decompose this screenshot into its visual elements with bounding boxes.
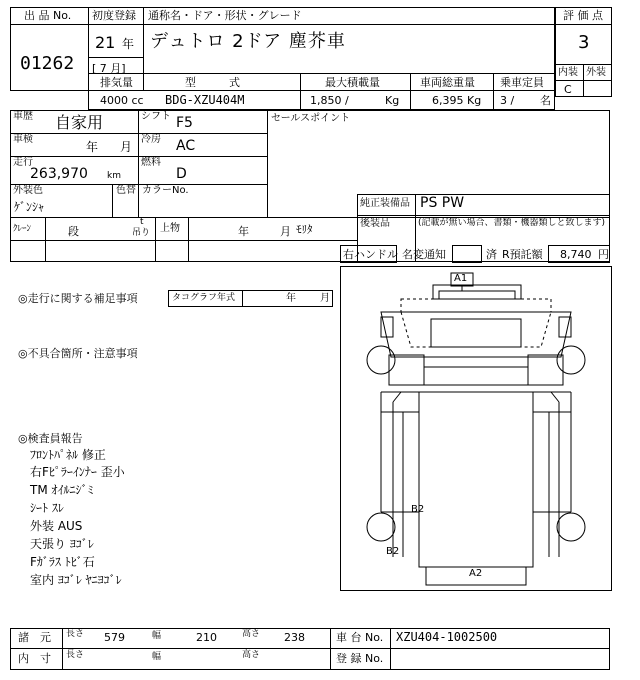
crane-month: 月 bbox=[280, 225, 291, 238]
ext-color-label: 外装色 bbox=[13, 185, 43, 196]
vehicle-name: デュトロ 2ドア 塵芥車 bbox=[150, 31, 346, 52]
mileage-label: 走行 bbox=[13, 157, 33, 168]
inspection-year: 年 bbox=[86, 140, 99, 154]
fuel-label: 燃料 bbox=[141, 157, 161, 168]
crane-year: 年 bbox=[238, 225, 249, 238]
grade-value: 3 bbox=[578, 32, 590, 53]
name-change-box bbox=[452, 245, 482, 263]
chassis-label: 車 台 No. bbox=[336, 631, 384, 644]
inspector-line: ﾌﾛﾝﾄﾊﾟﾈﾙ 修正 bbox=[30, 448, 106, 462]
width-label: 幅 bbox=[152, 631, 162, 641]
inner-dims-label: 内 寸 bbox=[18, 652, 51, 665]
max-load-unit: Kg bbox=[385, 94, 400, 107]
first-reg-label: 初度登録 bbox=[92, 9, 136, 22]
length-label: 長さ bbox=[66, 629, 85, 639]
exterior-label: 外装 bbox=[586, 67, 606, 78]
inner-height-label: 高さ bbox=[242, 650, 261, 660]
damage-mark-b2-rear: B2 bbox=[386, 546, 400, 557]
displacement-value: 4000 cc bbox=[100, 94, 144, 107]
handle-value: 右ハンドル bbox=[343, 248, 398, 261]
inspection-month: 月 bbox=[120, 140, 133, 154]
yen-unit: 円 bbox=[598, 248, 609, 261]
total-weight-value: 6,395 Kg bbox=[432, 94, 482, 107]
damage-mark-a2: A2 bbox=[469, 568, 483, 579]
mileage-value: 263,970 bbox=[30, 166, 88, 182]
history-value: 自家用 bbox=[55, 113, 104, 132]
accessories-note: (記載が無い場合、書類・機器類しと致します) bbox=[418, 218, 606, 228]
capacity-unit: 名 bbox=[540, 94, 551, 107]
max-load-label: 最大積載量 bbox=[325, 76, 380, 89]
color-no-label: カラーNo. bbox=[142, 185, 189, 196]
recycle-done: 済 bbox=[486, 248, 497, 261]
accessories-label: 後装品 bbox=[360, 218, 390, 229]
sales-point-label: セールスポイント bbox=[271, 113, 351, 124]
lot-label: 出 品 No. bbox=[24, 9, 72, 22]
inner-width-label: 幅 bbox=[152, 652, 162, 662]
tachograph-year: 年 bbox=[286, 293, 296, 304]
crane-stage: 段 bbox=[68, 225, 79, 238]
total-weight-label: 車両総重量 bbox=[420, 76, 475, 89]
ext-color-value: ｹﾞﾝｼｬ bbox=[14, 200, 45, 214]
model-code-value: BDG-XZU404M bbox=[165, 93, 245, 107]
ac-label: 冷房 bbox=[141, 134, 161, 145]
crane-maker: ﾓﾘﾀ bbox=[296, 223, 313, 236]
driving-heading: ◎走行に関する補足事項 bbox=[18, 292, 138, 305]
recycle-deposit-label: R預託額 bbox=[502, 248, 543, 261]
reg-month: [ 7 月] bbox=[92, 62, 126, 75]
max-load-value: 1,850 / bbox=[310, 94, 349, 107]
capacity-label: 乗車定員 bbox=[500, 76, 544, 89]
inspector-line: 外装 AUS bbox=[30, 519, 83, 533]
mileage-unit: km bbox=[107, 171, 121, 181]
crane-hoist: 吊り bbox=[132, 228, 151, 238]
grade-label: 評 価 点 bbox=[563, 9, 603, 22]
dims-label: 諸 元 bbox=[18, 631, 51, 644]
fuel-value: D bbox=[176, 166, 187, 182]
recycle-amount: 8,740 bbox=[560, 248, 592, 261]
inner-length-label: 長さ bbox=[66, 650, 85, 660]
tachograph-label: タコグラフ年式 bbox=[172, 293, 236, 303]
capacity-value: 3 / bbox=[500, 94, 515, 107]
interior-grade: C bbox=[564, 83, 572, 96]
std-equipment-label: 純正装備品 bbox=[360, 198, 410, 209]
shift-label: シフト bbox=[141, 111, 171, 122]
ac-value: AC bbox=[176, 138, 196, 154]
damage-mark-a1: A1 bbox=[454, 273, 468, 284]
inspector-line: Fｶﾞﾗｽ ﾄﾋﾞ石 bbox=[30, 555, 95, 569]
defects-heading: ◎不具合箇所・注意事項 bbox=[18, 347, 138, 360]
name-change-label: 名変通知 bbox=[402, 248, 446, 261]
truck-outline-svg bbox=[341, 267, 611, 590]
inspector-line: 天張り ﾖｺﾞﾚ bbox=[30, 537, 94, 551]
shift-value: F5 bbox=[176, 115, 193, 131]
inspector-line: 右Fﾋﾟﾗｰｲﾝﾅｰ 歪小 bbox=[30, 465, 125, 479]
length-value: 579 bbox=[104, 631, 125, 644]
width-value: 210 bbox=[196, 631, 217, 644]
reg-year: 21 bbox=[95, 33, 116, 52]
inspector-line: 室内 ﾖｺﾞﾚ ﾔﾆﾖｺﾞﾚ bbox=[30, 573, 122, 587]
crane-label: ｸﾚｰﾝ bbox=[13, 224, 32, 234]
history-label: 車歴 bbox=[13, 111, 33, 122]
model-label: 通称名・ドア・形状・グレード bbox=[148, 9, 302, 22]
reg-year-unit: 年 bbox=[122, 37, 135, 51]
height-label: 高さ bbox=[242, 629, 261, 639]
interior-label: 内装 bbox=[558, 67, 578, 78]
registration-label: 登 録 No. bbox=[336, 652, 384, 665]
vehicle-diagram bbox=[340, 266, 612, 591]
lot-number: 01262 bbox=[20, 53, 75, 74]
inspector-heading: ◎検査員報告 bbox=[18, 432, 83, 445]
damage-mark-b2-side: B2 bbox=[411, 504, 425, 515]
displacement-label: 排気量 bbox=[100, 76, 133, 89]
inspection-label: 車検 bbox=[13, 134, 33, 145]
crane-tag: 上物 bbox=[160, 223, 180, 234]
model-code-label: 型 式 bbox=[185, 76, 240, 89]
tachograph-month: 月 bbox=[320, 293, 330, 304]
inspector-line: ｼｰﾄ ｽﾚ bbox=[30, 501, 64, 515]
height-value: 238 bbox=[284, 631, 305, 644]
crane-ton: t bbox=[140, 217, 144, 227]
inspector-line: TM ｵｲﾙﾆｼﾞﾐ bbox=[30, 483, 94, 497]
color-change-label: 色替 bbox=[116, 185, 136, 196]
chassis-value: XZU404-1002500 bbox=[396, 630, 498, 644]
std-equipment-value: PS PW bbox=[420, 195, 465, 211]
